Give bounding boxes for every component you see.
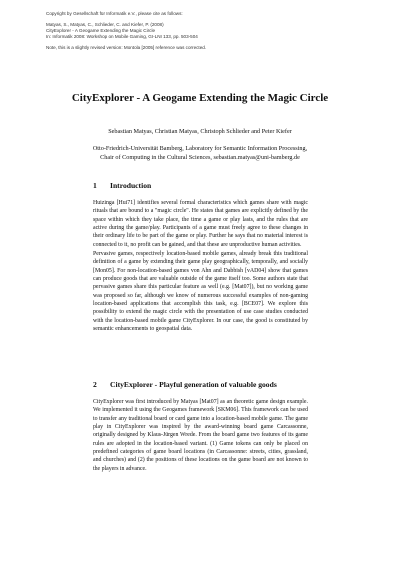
section-body-cityexplorer <box>93 398 308 473</box>
section-number: 1 <box>93 181 97 190</box>
paragraph: CityExplorer was first introduced by Matyas [Mat07] as an theoretic game design example. We implemented it using the Geogames framework [SKM06]. This framework can be used to transfer any traditional board or card game into a location-based mobile game. The game play in CityExplorer was inspired by the award-winning board game Carcassonne, originally designed by Klaus-Jürgen Wrede. From the board game two features of its game rules are adopted in the location-based variant. (1) Game tokens can only be placed on predefined categories of game board locations (in Carcassonne: streets, cities, grassland, and churches) and (2) the positions of these locations on the game board are not known to the players in advance. <box>93 399 308 472</box>
section-heading-introduction <box>93 181 151 190</box>
section-body-introduction <box>93 199 308 334</box>
affiliation-line: Otto-Friedrich-Universität Bamberg, Laboratory for Semantic Information Processing, <box>92 145 308 152</box>
section-number: 2 <box>93 380 97 389</box>
paper-title: CityExplorer - A Geogame Extending the Magic Circle <box>71 92 329 104</box>
section-title: Introduction <box>110 181 152 190</box>
citation-authors: Matyas, S., Matyas, C., Schlieder, C. and Kiefer, P. (2008) <box>46 22 164 28</box>
paper-authors: Sebastian Matyas, Christian Matyas, Christoph Schlieder and Peter Kiefer <box>108 128 292 135</box>
affiliation-line: Chair of Computing in the Cultural Sciences, sebastian.matyas@uni-bamberg.de <box>100 153 300 161</box>
section-heading-cityexplorer <box>93 380 277 389</box>
citation-venue: In: Informatik 2008: Workshop on Mobile Gaming, GI-LNI 133, pp. 503-504 <box>46 34 198 40</box>
citation-title: CityExplorer - A Geogame Extending the Magic Circle <box>46 28 156 34</box>
copyright-notice <box>46 11 376 51</box>
revision-note: Note, this is a slightly revised version: Montola [2005] reference was corrected. <box>46 45 207 51</box>
section-title: CityExplorer - Playful generation of valuable goods <box>110 380 277 389</box>
paragraph: Pervasive games, respectively location-based mobile games, already break this traditional definition of a game by extending their game play geographically, temporally, and socially [Mon05]. For non-location-based games von Ahn and Dabbish [vAD04] show that games can produce goods that are valuable outside of the game itself too. Some authors state that pervasive games share this particular feature as well (e.g. [Mat07]), but no working game was proposed so far, although we know of numerous successful examples of non-gaming location-based applications that accomplish this task, e.g. [BCE07]. We explore this possibility to extend the magic circle with the presentation of use case studies conducted with the location-based mobile game CityExplorer. In our case, the good is constituted by semantic enhancements to geospatial data. <box>93 251 308 333</box>
paper-affiliation <box>0 145 400 162</box>
paragraph: Huizinga [Hui71] identifies several formal characteristics which games share with magic rituals that are bound to a "magic circle". He states that games are explicitly defined by the space within which they take place, the time a game or play lasts, and the rules that are active during the game/play. Participants of a game must freely agree to these changes in their ordinary life to be part of the game or play. Further he says that no material interest is connected to it, no profit can be gained, and that these are unproductive human activities. <box>93 200 308 248</box>
copyright-line: Copyright by Gesellschaft für Informatik e.V., please cite as follows: <box>46 11 183 16</box>
